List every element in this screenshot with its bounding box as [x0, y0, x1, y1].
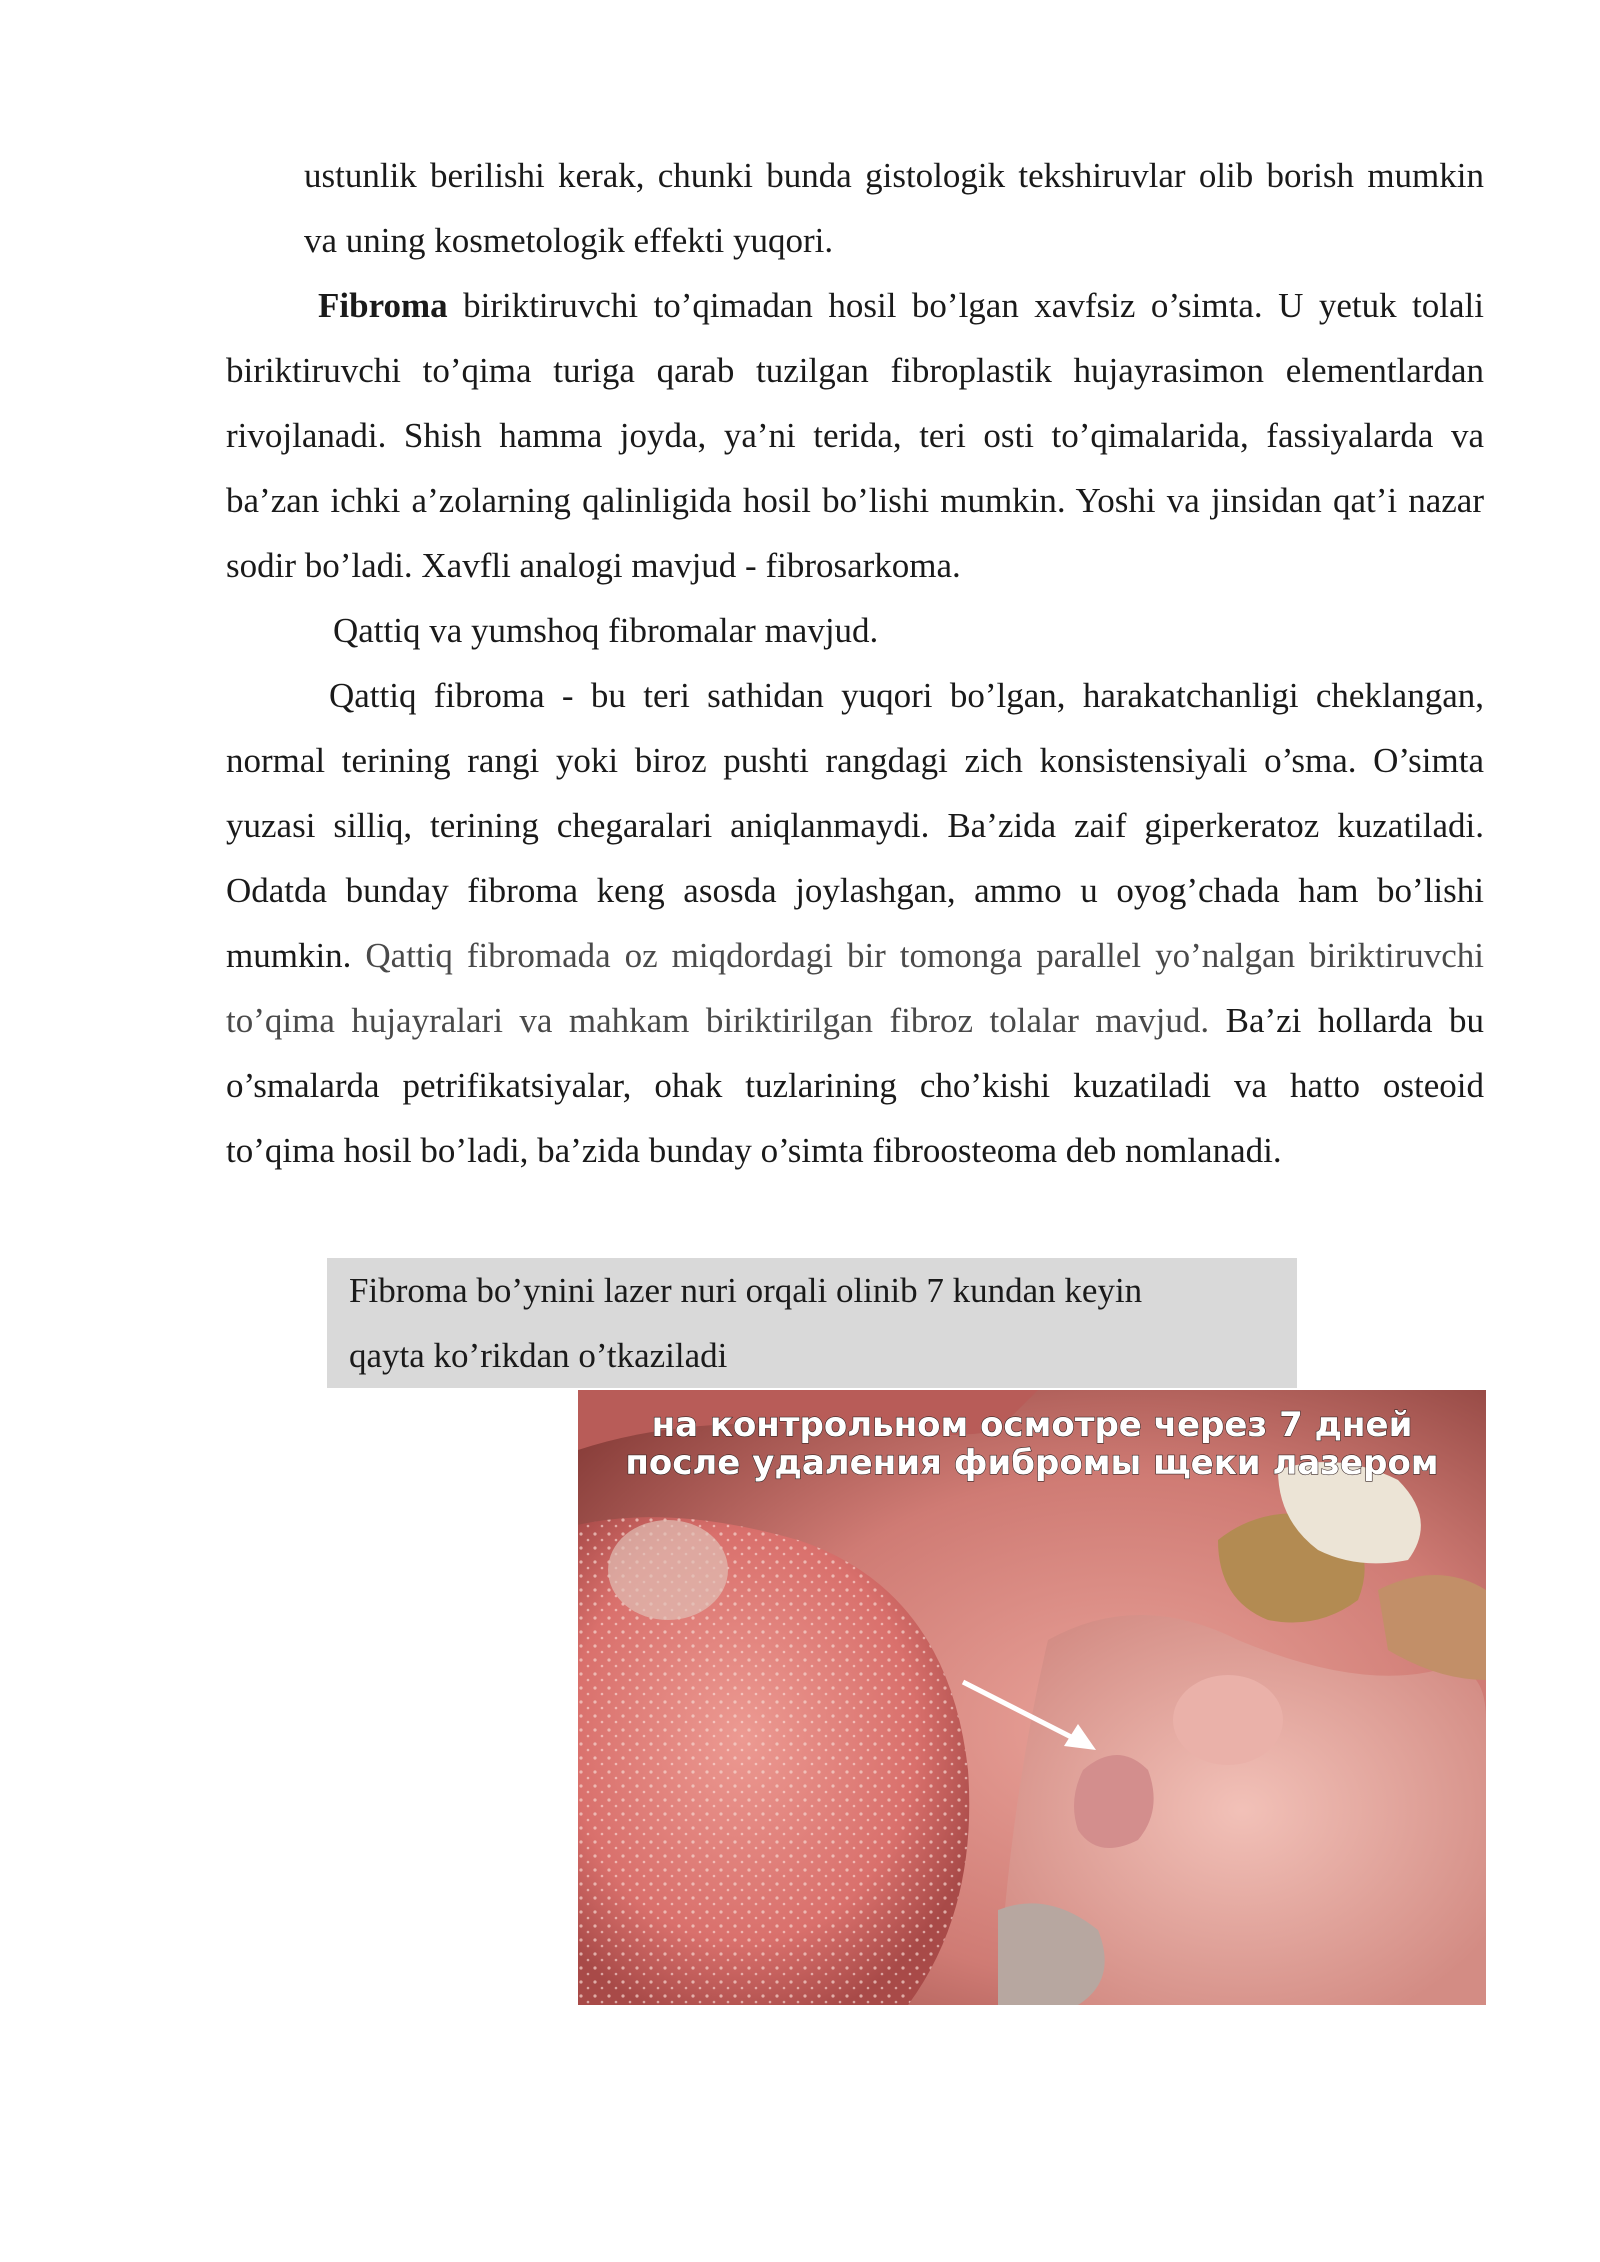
hard-fibroma-description: Qattiq fibroma - bu teri sathidan yuqori bo’lgan, harakatchanligi cheklangan, normal terining rangi yoki biroz pushti rangdagi zich konsistensiyali o’sma. O’simta yuzasi silliq, terining chegaralari aniqlanmaydi. Ba’zida zaif giperkeratoz kuzatiladi. Odatda bunday fibroma keng asosda joylashgan, ammo u oyog’chada ham bo’lishi mumkin.: [226, 676, 1484, 975]
hard-fibroma-petrification: Ba’zi hollarda bu o’smalarda petrifikatsiyalar, ohak tuzlarining cho’kishi kuzatiladi va hatto osteoid to’qima hosil bo’ladi, ba’zida bunday o’simta fibroosteoma deb nomlanadi.: [226, 1001, 1484, 1170]
caption-line-1: Fibroma bo’ynini lazer nuri orqali olinib 7 kundan keyin: [349, 1271, 1143, 1310]
hard-fibroma-histology: Qattiq fibromada oz miqdordagi bir tomonga parallel yo’nalgan biriktiruvchi to’qima hujayralari va mahkam biriktirilgan fibroz tolalar mavjud.: [226, 936, 1484, 1040]
body-text: [226, 143, 1484, 1183]
photo-overlay-line-1: на контрольном осмотре через 7 дней: [651, 1405, 1413, 1445]
term-fibroma: Fibroma: [318, 286, 448, 325]
paragraph-hard-fibroma: [226, 663, 1484, 1183]
tongue-coating: [608, 1520, 728, 1620]
paragraph-fibroma-text: biriktiruvchi to’qimadan hosil bo’lgan xavfsiz o’simta. U yetuk tolali biriktiruvchi to’qima turiga qarab tuzilgan fibroplastik hujayrasimon elementlardan rivojlanadi. Shish hamma joyda, ya’ni terida, teri osti to’qimalarida, fassiyalarda va ba’zan ichki a’zolarning qalinligida hosil bo’lishi mumkin. Yoshi va jinsidan qat’i nazar sodir bo’ladi. Xavfli analogi mavjud - fibrosarkoma.: [226, 286, 1484, 585]
oral-fibroma-photo: [578, 1390, 1486, 2005]
paragraph-fibroma-definition: [226, 273, 1484, 598]
photo-overlay-line-2: после удаления фибромы щеки лазером: [625, 1443, 1439, 1483]
paragraph-continuation: ustunlik berilishi kerak, chunki bunda gistologik tekshiruvlar olib borish mumkin va uning kosmetologik effekti yuqori.: [304, 156, 1484, 260]
fibroma-remnant: [1074, 1755, 1154, 1848]
healing-site: [1173, 1675, 1283, 1765]
paragraph-types: Qattiq va yumshoq fibromalar mavjud.: [333, 611, 879, 650]
caption-line-2: qayta ko’rikdan o’tkaziladi: [349, 1336, 728, 1375]
figure-caption-box: [327, 1258, 1297, 1388]
photo-illustration: [578, 1390, 1486, 2005]
